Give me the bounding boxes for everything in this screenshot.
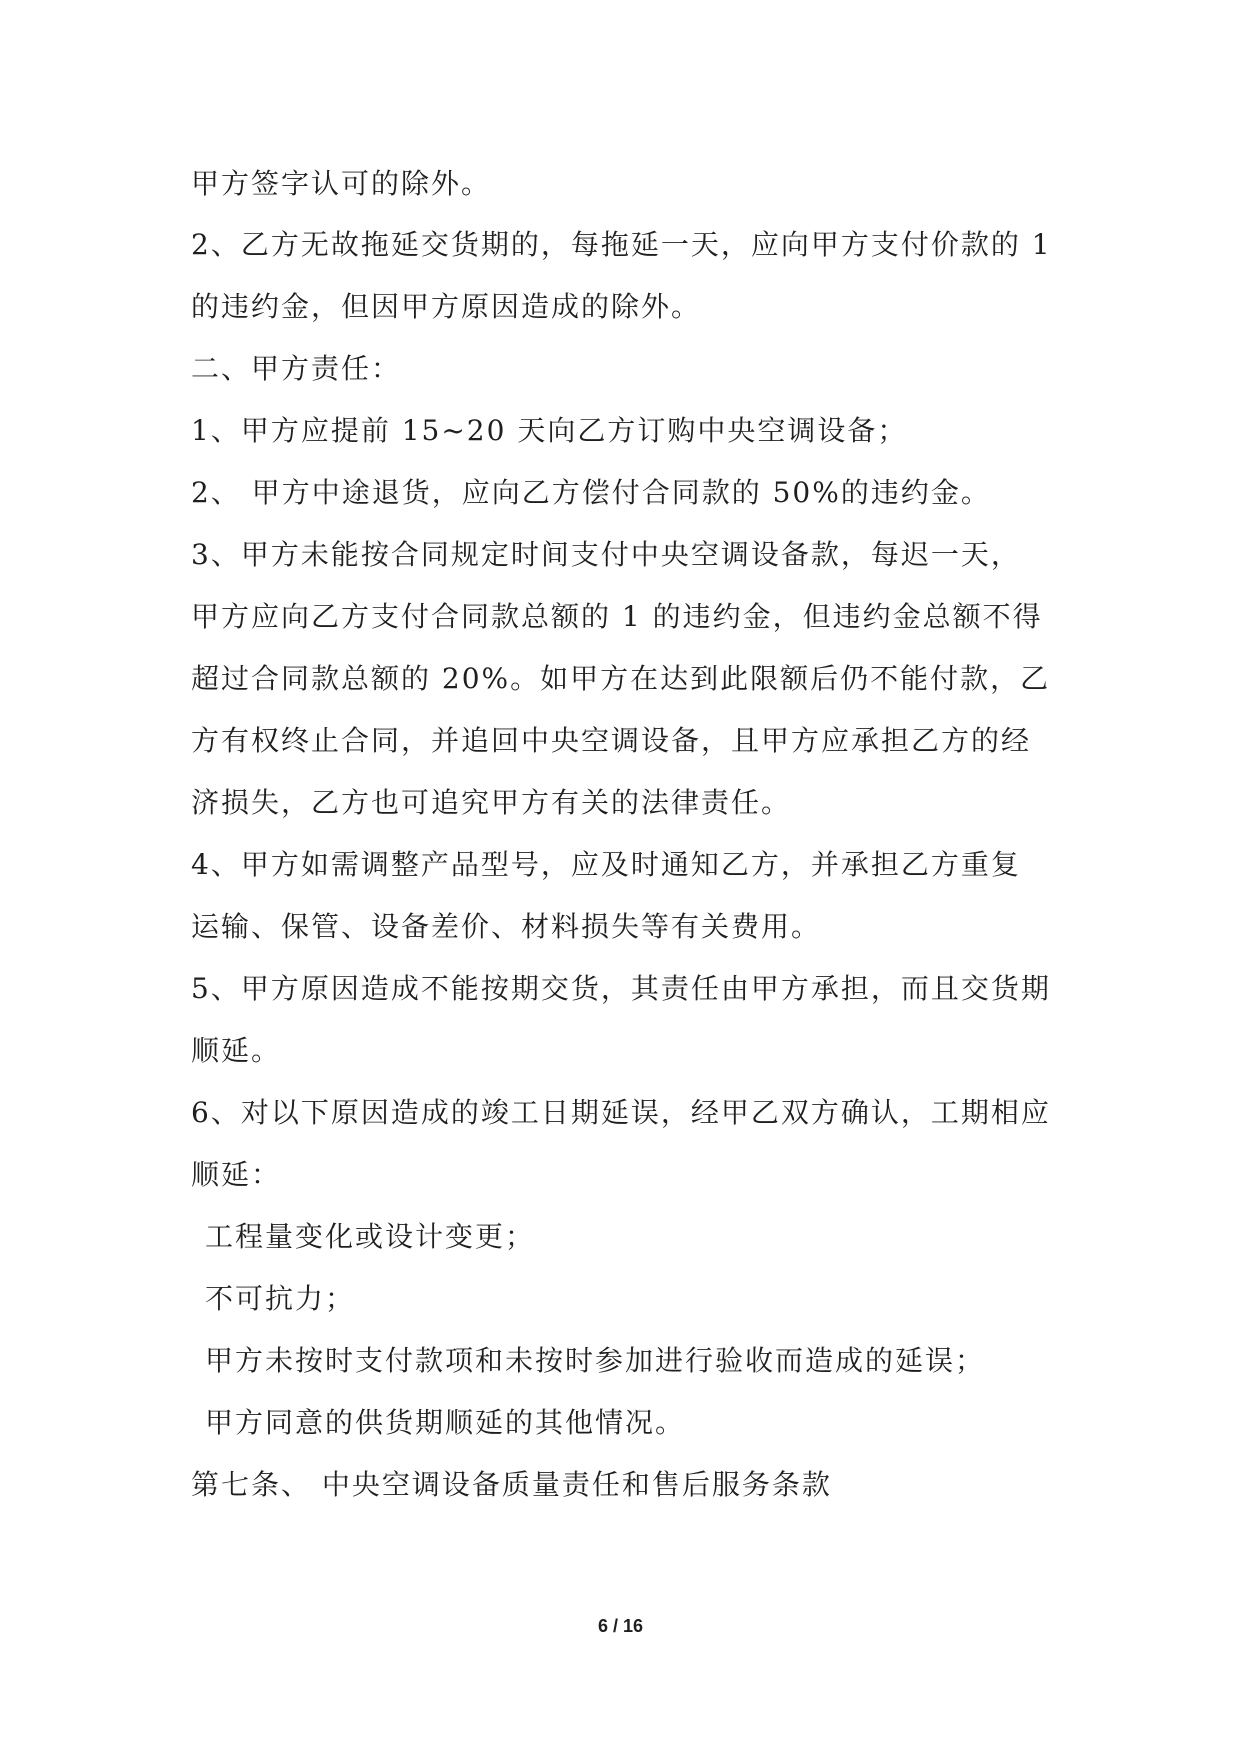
text-line: 4、甲方如需调整产品型号，应及时通知乙方，并承担乙方重复 [191, 848, 1021, 881]
text-line: 6、对以下原因造成的竣工日期延误，经甲乙双方确认，工期相应 [191, 1096, 1051, 1129]
list-item: 工程量变化或设计变更； [205, 1220, 536, 1253]
text-line: 3、甲方未能按合同规定时间支付中央空调设备款，每迟一天， [191, 538, 1021, 571]
text-line: 2、 甲方中途退货，应向乙方偿付合同款的 50%的违约金。 [191, 476, 991, 509]
text-line: 甲方签字认可的除外。 [191, 167, 492, 200]
text-line: 的违约金，但因甲方原因造成的除外。 [191, 290, 702, 323]
text-line: 顺延。 [191, 1034, 282, 1067]
text-line: 运输、保管、设备差价、材料损失等有关费用。 [191, 910, 822, 943]
text-line: 2、乙方无故拖延交货期的，每拖延一天，应向甲方支付价款的 1 [191, 228, 1052, 261]
section-heading: 二、甲方责任： [191, 352, 402, 385]
list-item: 不可抗力； [205, 1282, 356, 1315]
text-line: 5、甲方原因造成不能按期交货，其责任由甲方承担，而且交货期 [191, 972, 1051, 1005]
page-number: 6 / 16 [597, 1616, 644, 1636]
text-line: 方有权终止合同，并追回中央空调设备，且甲方应承担乙方的经 [191, 724, 1032, 757]
text-line: 甲方应向乙方支付合同款总额的 1 的违约金，但违约金总额不得 [191, 600, 1043, 633]
list-item: 甲方同意的供货期顺延的其他情况。 [205, 1406, 686, 1439]
article-heading: 第七条、 中央空调设备质量责任和售后服务条款 [191, 1468, 832, 1501]
text-line: 顺延： [191, 1158, 282, 1191]
list-item: 甲方未按时支付款项和未按时参加进行验收而造成的延误； [205, 1344, 986, 1377]
text-line: 济损失，乙方也可追究甲方有关的法律责任。 [191, 786, 792, 819]
text-line: 1、甲方应提前 15~20 天向乙方订购中央空调设备； [191, 414, 908, 447]
text-line: 超过合同款总额的 20%。如甲方在达到此限额后仍不能付款，乙 [191, 662, 1051, 695]
